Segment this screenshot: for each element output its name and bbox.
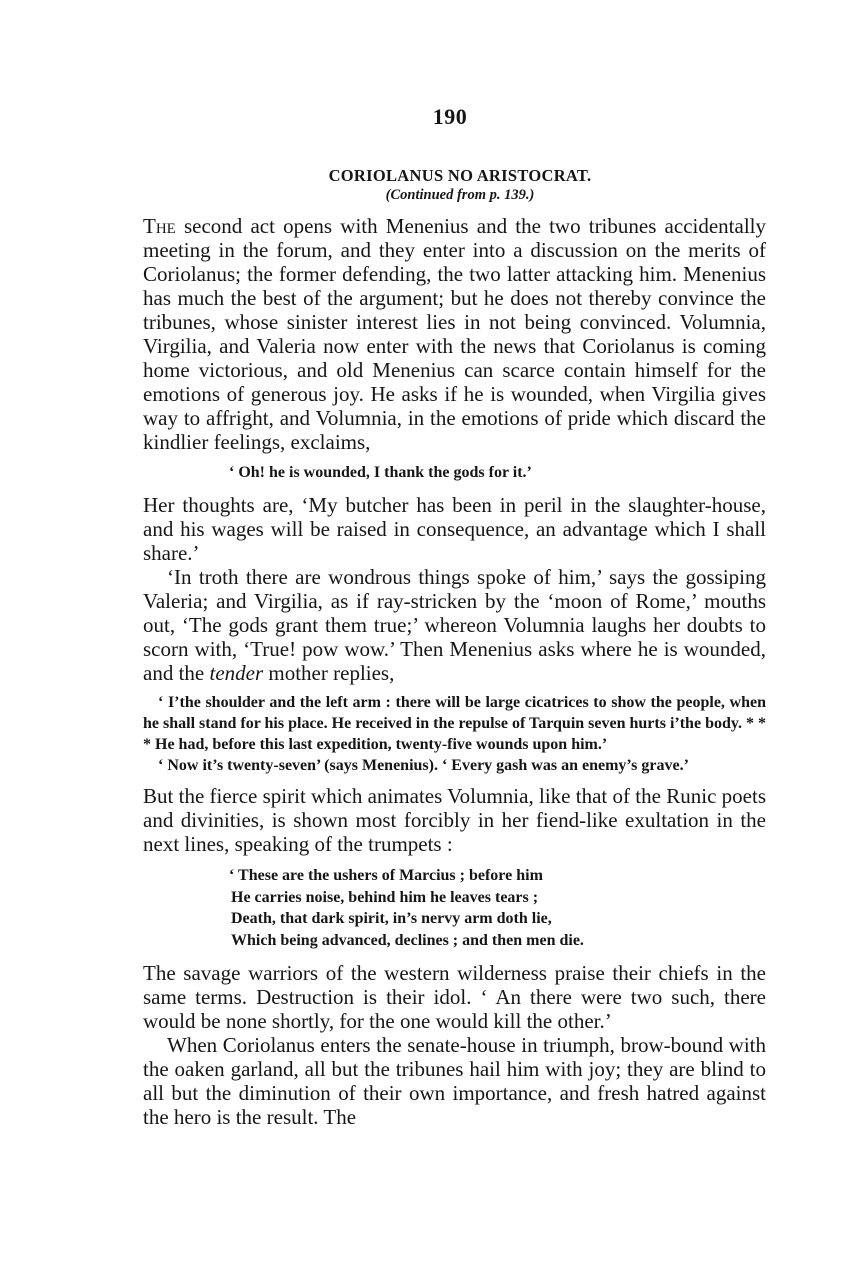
block-quote-2-part-2: ‘ Now it’s twenty-seven’ (says Menenius). ‘ Every gash was an enemy’s grave.’ [158, 757, 689, 774]
block-quote-1: ‘ Oh! he is wounded, I thank the gods for it.’ [229, 464, 532, 481]
block-quote-2-part-1: ‘ I’the shoulder and the left arm : there will be large cicatrices to show the people, when he shall stand for his place. He received in the repulse of Tarquin seven hurts i’the body. * * * He had, before this last expedition, twenty-five wounds upon him.’ [143, 694, 766, 753]
paragraph-1-text: second act opens with Menenius and the two tribunes accidentally meeting in the forum, and they enter into a discussion on the merits of Coriolanus; the former defending, the two latter attacking him. Menenius has much the best of the argument; but he does not thereby convince the tribunes, whose sinister interest lies in not being convinced. Volumnia, Virgilia, and Valeria now enter with the news that Coriolanus is coming home victorious, and old Menenius can scarce contain himself for the emotions of generous joy. He asks if he is wounded, when Virgilia gives way to affright, and Volumnia, in the emotions of pride which discard the kindlier feelings, exclaims, [143, 214, 766, 454]
verse-line: Which being advanced, declines ; and then men die. [231, 931, 584, 949]
article-heading: CORIOLANUS NO ARISTOCRAT. [328, 166, 592, 185]
verse-line: Death, that dark spirit, in’s nervy arm doth lie, [231, 910, 552, 927]
paragraph-4: But the fierce spirit which animates Volumnia, like that of the Runic poets and divinities, is shown most forcibly in her fiend-like exultation in the next lines, speaking of the trumpets : [143, 784, 766, 856]
article-body [143, 214, 766, 1129]
paragraph-5: The savage warriors of the western wilderness praise their chiefs in the same terms. Destruction is their idol. ‘ An there were two such, there would be none shortly, for the one would kill the other.’ [143, 961, 766, 1033]
paragraph-1-lead: The [143, 214, 176, 238]
paragraph-6: When Coriolanus enters the senate-house in triumph, brow-bound with the oaken garland, all but the tribunes hail him with joy; they are blind to all but the diminution of their own importance, and fresh hatred against the hero is the result. The [143, 1033, 766, 1129]
paragraph-3-italic: tender [209, 661, 264, 685]
paragraph-2: Her thoughts are, ‘My butcher has been in peril in the slaughter-house, and his wages will be raised in consequence, an advantage which I shall share.’ [143, 493, 766, 565]
continuation-note: (Continued from p. 139.) [385, 187, 535, 203]
paragraph-3-text-a: ‘In troth there are wondrous things spoke of him,’ says the gossiping Valeria; and Virgilia, as if ray-stricken by the ‘moon of Rome,’ mouths out, ‘The gods grant them true;’ whereon Volumnia laughs her doubts to scorn with, ‘True! pow wow.’ Then Menenius asks where he is wounded, and the [143, 565, 766, 685]
verse-quote [229, 865, 766, 951]
paragraph-3-text-b: mother replies, [263, 661, 395, 685]
verse-line: He carries noise, behind him he leaves tears ; [231, 888, 539, 906]
paragraph-1 [143, 214, 766, 454]
page-number: 190 [432, 104, 468, 129]
paragraph-3 [143, 565, 766, 685]
verse-line: ‘ These are the ushers of Marcius ; before him [229, 867, 543, 884]
block-quote-2 [143, 692, 766, 776]
